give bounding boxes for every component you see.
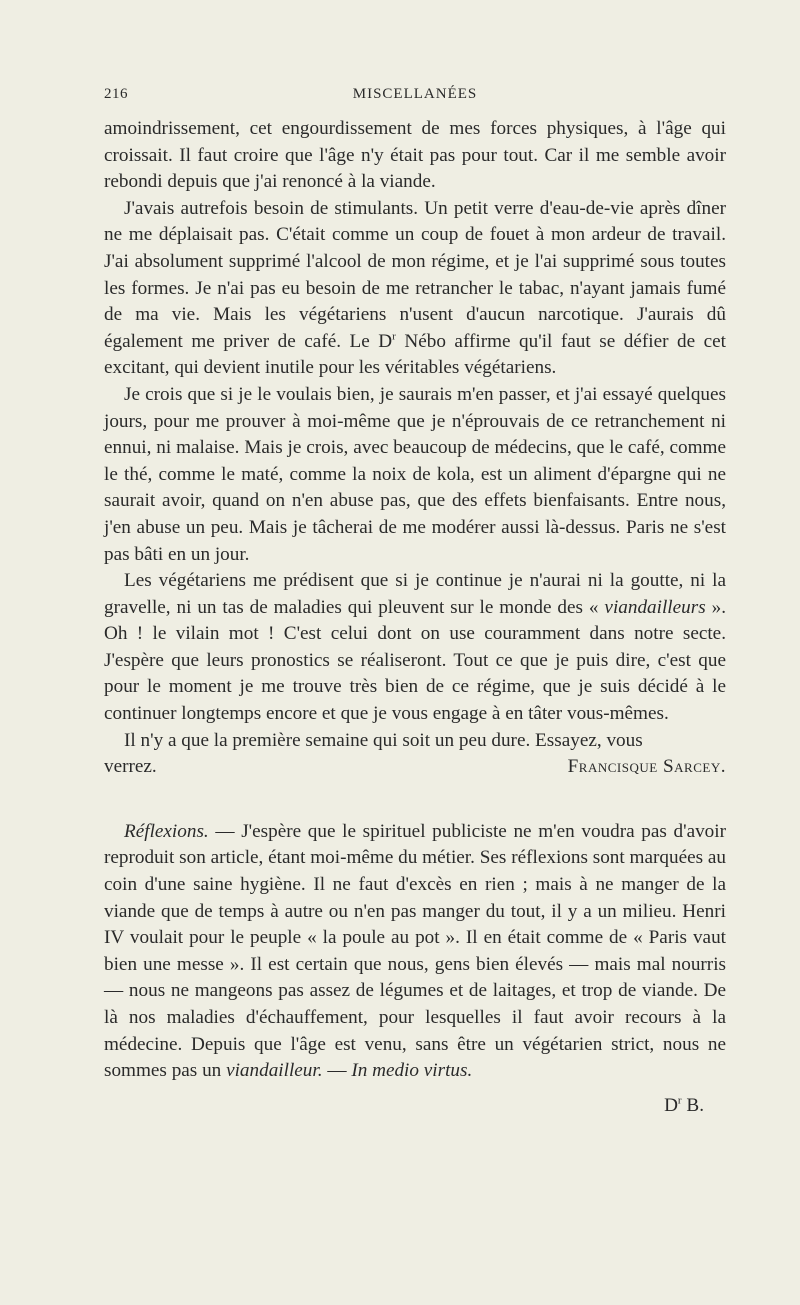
reflexions-italic-1: viandailleur. — [226, 1060, 323, 1082]
author-signature: Francisque Sarcey. — [567, 756, 726, 778]
final-sig-d: D — [664, 1094, 678, 1116]
page-number: 216 — [104, 86, 128, 102]
paragraph-4-text-b: ». Oh ! le vilain mot ! C'est celui dont on use couramment dans notre secte. J'espère que leurs pronostics se réaliseront. Tout ce que je puis dire, c'est que pour le moment je me trouve très bien de ce régime, que je suis décidé à le continuer longtemps encore et que je vous engage à en tâter vous-mêmes. — [104, 596, 726, 725]
paragraph-4 — [104, 568, 726, 728]
paragraph-5-end: verrez. — [104, 756, 157, 778]
paragraph-2-text-a: J'avais autrefois besoin de stimulants. Un petit verre d'eau-de-vie après dîner ne me déplaisait pas. C'était comme un coup de fouet à mon ardeur de travail. J'ai absolument supprimé l'alcool de mon régime, et je l'ai supprimé sous toutes les formes. Je n'ai pas eu besoin de me retrancher le tabac, n'ayant jamais fumé de ma vie. Mais les végétariens n'usent d'aucun narcotique. J'aurais dû également me priver de café. Le D — [104, 197, 726, 352]
doctor-abbrev-sup: r — [392, 330, 396, 343]
reflexions-label: Réflexions. — [124, 820, 209, 842]
paragraph-1: amoindrissement, cet engourdissement de mes forces physiques, à l'âge qui croissait. Il faut croire que l'âge n'y était pas pour tout. Car il me semble avoir rebondi depuis que j'ai renoncé à la viande. — [104, 118, 726, 193]
paragraph-4-italic: viandailleurs — [604, 596, 706, 618]
running-title: MISCELLANÉES — [352, 86, 478, 102]
reflexions-italic-2: In medio virtus. — [351, 1060, 473, 1082]
signature-line — [104, 754, 726, 781]
paragraph-2-text-b: Nébo affirme qu'il faut se défier de cet excitant, qui devient inutile pour les véritables végétariens. — [104, 330, 726, 379]
paragraph-3: Je crois que si je le voulais bien, je saurais m'en passer, et j'ai essayé quelques jours, pour me prouver à moi-même que je n'éprouvais de ce retranchement ni ennui, ni malaise. Mais je crois, avec beaucoup de médecins, que le café, comme le thé, comme le maté, comme la noix de kola, est un aliment d'épargne qui ne saurait avoir, quand on n'en abuse pas, que des effets bienfaisants. Entre nous, j'en abuse un peu. Mais je tâcherai de me modérer aussi là-dessus. Paris ne s'est pas bâti en un jour. — [104, 383, 726, 565]
final-sig-b: B. — [681, 1094, 704, 1116]
section-gap — [104, 781, 726, 819]
page-body — [104, 116, 726, 1119]
reflexions-dash: — — [322, 1060, 352, 1082]
paragraph-2 — [104, 196, 726, 382]
paragraph-5: Il n'y a que la première semaine qui soit un peu dure. Essayez, vous — [124, 729, 643, 751]
final-sig-sup: r — [677, 1094, 682, 1107]
paragraph-4-text-a: Les végétariens me prédisent que si je continue je n'aurai ni la goutte, ni la gravelle, ni un tas de maladies qui pleuvent sur le monde des « — [104, 570, 726, 618]
reflexions-text: — J'espère que le spirituel publiciste ne m'en voudra pas d'avoir reproduit son article, étant moi-même du métier. Ses réflexions sont marquées au coin d'une saine hygiène. Il ne faut d'excès en rien ; mais à ne manger de la viande que de temps à autre ou n'en pas manger du tout, il y a un milieu. Henri IV voulait pour le peuple « la poule au pot ». Il en était comme de « Paris vaut bien une messe ». Il est certain que nous, gens bien élevés — mais mal nourris — nous ne mangeons pas assez de légumes et de laitages, et trop de viande. De là nos maladies d'échauffement, pour lesquelles il faut avoir recours à la médecine. Depuis que l'âge est venu, sans être un végétarien strict, nous ne sommes pas un — [104, 820, 726, 1082]
final-signature — [104, 1093, 726, 1120]
reflexions-paragraph — [104, 819, 726, 1085]
